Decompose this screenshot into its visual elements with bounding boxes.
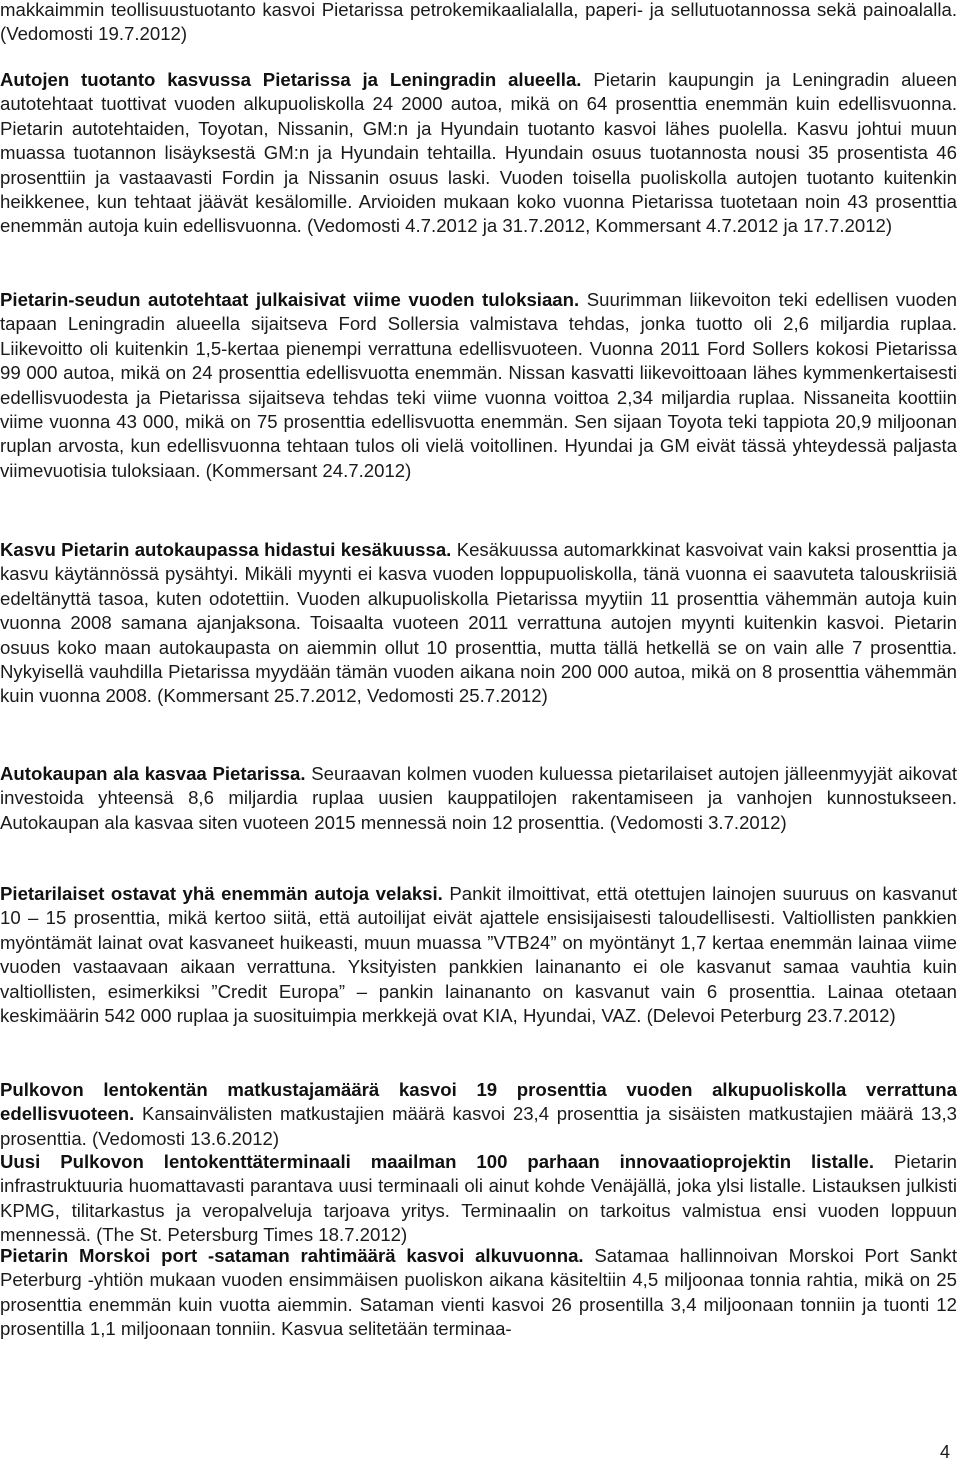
paragraph-text: Pietarin kaupungin ja Leningradin alueen autotehtaat tuottivat vuoden alkupuoliskolla 24 2000 autoa, mikä on 64 prosenttia enemmän kuin edellisvuonna. Pietarin autotehtaiden, Toyotan, Nissanin, GM:n ja Hyundain tuotanto kasvoi lähes puolella. Kasvu johtui muun muassa tuotannon lisäyksestä GM:n ja Hyundain tehtailla. Hyundain osuus tuotannosta nousi 35 prosentista 46 prosenttiin ja vastaavasti Fordin ja Nissanin osuus laski. Vuoden toisella puoliskolla autojen tuotanto kuitenkin heikkenee, kun tehtaat jäävät kesälomille. Arvioiden mukaan koko vuonna Pietarissa tuotetaan noin 43 prosenttia enemmän autoja kuin edellisvuonna. (Vedomosti 4.7.2012 ja 31.7.2012, Kommersant 4.7.2012 ja 17.7.2012) bbox=[0, 69, 958, 237]
paragraph-industrial-production bbox=[0, 0, 957, 47]
paragraph-text: Seuraavan kolmen vuoden kuluessa pietarilaiset autojen jälleenmyyjät aikovat investoida yhteensä 8,6 miljardia ruplaa uusien kauppatilojen rakentamiseen ja vanhojen kunnostukseen. Autokaupan ala kasvaa siten vuoteen 2015 mennessä noin 12 prosenttia. (Vedomosti 3.7.2012) bbox=[0, 763, 958, 833]
paragraph-morskoi-port bbox=[0, 1244, 957, 1342]
paragraph-text: Kesäkuussa automarkkinat kasvoivat vain kaksi prosenttia ja kasvu käytännössä pysähtyi. Mikäli myynti ei kasva vuoden loppupuoliskolla, tänä vuonna ei saavuteta talouskriisiä edeltänyttä tasoa, kuten odotettiin. Vuoden alkupuoliskolla Pietarissa myytiin 11 prosenttia vähemmän autoja kuin vuonna 2008 samana ajanjaksona. Toisaalta vuoteen 2011 verrattuna autojen myynti kuitenkin kasvoi. Pietarin osuus koko maan autokaupasta on aiemmin ollut 10 prosenttia, mutta tällä hetkellä se on vain alle 7 prosenttia. Nykyisellä vauhdilla Pietarissa myydään tämän vuoden aikana noin 200 000 autoa, mikä on 8 prosenttia vähemmän kuin vuonna 2008. (Kommersant 25.7.2012, Vedomosti 25.7.2012) bbox=[0, 539, 957, 707]
paragraph-text: Suurimman liikevoiton teki edellisen vuoden tapaan Leningradin alueella sijaitseva Ford Sollersia valmistava tehdas, jonka tuotto oli 2,6 miljardia ruplaa. Liikevoitto oli kuitenkin 1,5-kertaa pienempi verrattuna edellisvuoteen. Vuonna 2011 Ford Sollers kokosi Pietarissa 99 000 autoa, mikä on 24 prosenttia edellisvuotta enemmän. Nissan kasvatti liikevoittoaan lähes kymmenkertaisesti edellisvuodesta ja Pietarissa sijaitseva tehdas teki viime vuonna voittoa 2,34 miljardia ruplaa. Nissaneita koottiin viime vuonna 43 000, mikä on 75 prosenttia edellisvuotta enemmän. Sen sijaan Toyota teki tappiota 20,9 miljoonan ruplan arvosta, kun edellisvuonna tehtaan tulos oli vielä voitollinen. Hyundai ja GM eivät tässä yhteydessä paljasta viimevuotisia tuloksiaan. (Kommersant 24.7.2012) bbox=[0, 289, 958, 481]
paragraph-heading: Autojen tuotanto kasvussa Pietarissa ja Leningradin alueella. bbox=[0, 69, 582, 90]
paragraph-text: Pankit ilmoittivat, että otettujen lainojen suuruus on kasvanut 10 – 15 prosenttia, mikä kertoo siitä, että autoilijat eivät ajattele ensisijaisesti taloudellisesti. Valtiollisten pankkien myöntämät lainat ovat kasvaneet huikeasti, muun muassa ”VTB24” on myöntänyt 1,7 kertaa enemmän lainaa viime vuoden vastaavaan aikaan verrattuna. Yksityisten pankkien lainananto ei ole kasvanut samaa vauhtia kuin valtiollisten, esimerkiksi ”Credit Europa” – pankin lainananto on kasvanut vain 6 prosenttia. Lainaa otetaan keskimäärin 542 000 ruplaa ja suosituimpia merkkejä ovat KIA, Hyundai, VAZ. (Delevoi Peterburg 23.7.2012) bbox=[0, 883, 957, 1027]
paragraph-heading: Pietarilaiset ostavat yhä enemmän autoja velaksi. bbox=[0, 883, 443, 904]
paragraph-text: Satamaa hallinnoivan Morskoi Port Sankt Peterburg -yhtiön mukaan vuoden ensimmäisen puoliskon aikana käsiteltiin 4,5 miljoonaa tonnia rahtia, mikä on 25 prosenttia enemmän kuin vuotta aiemmin. Sataman vienti kasvoi 26 prosentilla 3,4 miljoonaan tonniin ja tuonti 12 prosentilla 1,1 miljoonaan tonniin. Kasvua selitetään terminaa- bbox=[0, 1245, 957, 1340]
paragraph-pulkovo-passengers bbox=[0, 1078, 957, 1151]
paragraph-text: Pietarin infrastruktuuria huomattavasti parantava uusi terminaali oli ainut kohde Venäjällä, joka ylsi listalle. Listauksen julkisti KPMG, tilitarkastus ja veropalveluja tarjoava yritys. Terminaalin on tarkoitus valmistua ensi vuoden loppuun mennessä. (The St. Petersburg Times 18.7.2012) bbox=[0, 1151, 958, 1246]
paragraph-heading: Pietarin Morskoi port -sataman rahtimäärä kasvoi alkuvuonna. bbox=[0, 1245, 584, 1266]
paragraph-heading: Pulkovon lentokentän matkustajamäärä kasvoi 19 prosenttia vuoden alkupuoliskolla verrattuna edellisvuoteen. bbox=[0, 1079, 957, 1125]
paragraph-car-loans bbox=[0, 882, 957, 1028]
paragraph-heading: Kasvu Pietarin autokaupassa hidastui kesäkuussa. bbox=[0, 539, 452, 560]
paragraph-car-factory-results bbox=[0, 288, 957, 483]
paragraph-car-retail-growth bbox=[0, 762, 957, 835]
paragraph-car-sales-slowdown bbox=[0, 538, 957, 709]
paragraph-heading: Autokaupan ala kasvaa Pietarissa. bbox=[0, 763, 306, 784]
paragraph-car-production bbox=[0, 68, 957, 239]
paragraph-heading: Pietarin-seudun autotehtaat julkaisivat viime vuoden tuloksiaan. bbox=[0, 289, 580, 310]
paragraph-heading: Uusi Pulkovon lentokenttäterminaali maailman 100 parhaan innovaatioprojektin listalle. bbox=[0, 1151, 875, 1172]
paragraph-text: makkaimmin teollisuustuotanto kasvoi Pietarissa petrokemikaalialalla, paperi- ja sellutuotannossa sekä painoalalla. (Vedomosti 19.7.2012) bbox=[0, 0, 957, 45]
paragraph-text: Kansainvälisten matkustajien määrä kasvoi 23,4 prosenttia ja sisäisten matkustajien määrä 13,3 prosenttia. (Vedomosti 13.6.2012) bbox=[0, 1103, 957, 1149]
page-number: 4 bbox=[940, 1442, 951, 1462]
paragraph-pulkovo-terminal bbox=[0, 1150, 957, 1248]
